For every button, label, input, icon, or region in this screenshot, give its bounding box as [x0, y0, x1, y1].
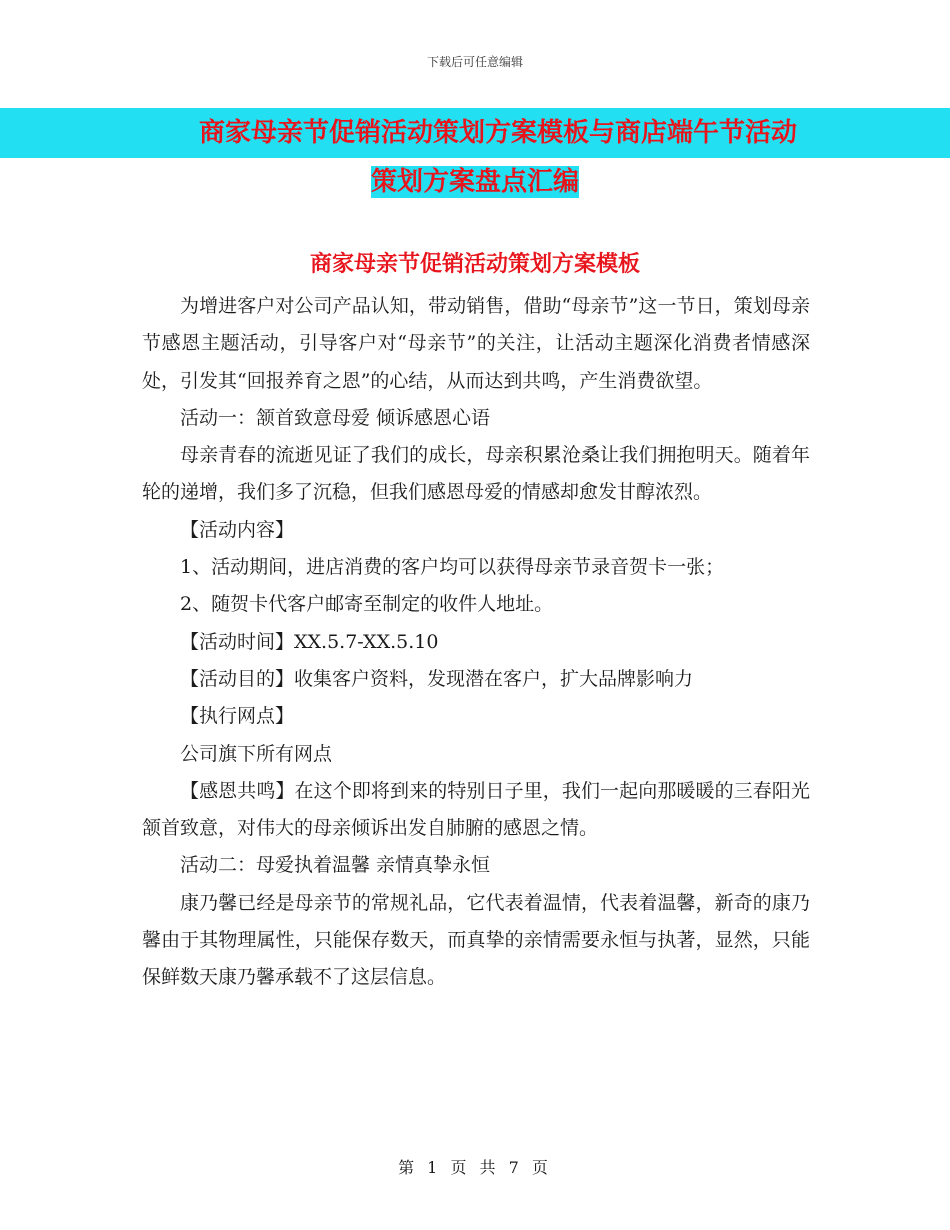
paragraph: 1、活动期间，进店消费的客户均可以获得母亲节录音贺卡一张；	[180, 556, 725, 579]
paragraph: 2、随贺卡代客户邮寄至制定的收件人地址。	[180, 593, 554, 616]
paragraph: 公司旗下所有网点	[180, 742, 333, 765]
paragraph: 【活动目的】收集客户资料，发现潜在客户，扩大品牌影响力	[180, 667, 694, 690]
paragraph: 为增进客户对公司产品认知，带动销售，借助“母亲节”这一节日，策划母亲节感恩主题活动，引导客户对“母亲节”的关注，让活动主题深化消费者情感深处，引发其“回报养育之恩”的心结，从而达到共鸣，产生消费欲望。	[142, 295, 810, 392]
paragraph: 康乃馨已经是母亲节的常规礼品，它代表着温情，代表着温馨，新奇的康乃馨由于其物理属性，只能保存数天，而真挚的亲情需要永恒与执著，显然，只能保鲜数天康乃馨承载不了这层信息。	[142, 891, 810, 989]
document-title	[0, 108, 950, 206]
paragraph: 【活动内容】	[180, 518, 295, 541]
paragraph: 【活动时间】XX.5.7-XX.5.10	[180, 630, 439, 653]
paragraph: 活动一：颔首致意母爱 倾诉感恩心语	[180, 406, 491, 429]
header-note: 下载后可任意编辑	[426, 55, 523, 69]
document-title-line1: 商家母亲节促销活动策划方案模板与商店端午节活动	[198, 118, 797, 148]
paragraph: 【感恩共鸣】在这个即将到来的特别日子里，我们一起向那暖暖的三春阳光颔首致意，对伟大的母亲倾诉出发自肺腑的感恩之情。	[142, 779, 810, 840]
section-title: 商家母亲节促销活动策划方案模板	[309, 252, 640, 277]
document-body	[142, 288, 810, 997]
paragraph: 母亲青春的流逝见证了我们的成长，母亲积累沧桑让我们拥抱明天。随着年轮的递增，我们多了沉稳，但我们感恩母爱的情感却愈发甘醇浓烈。	[142, 444, 810, 504]
paragraph: 活动二：母爱执着温馨 亲情真挚永恒	[180, 854, 491, 877]
page-number: 第 1 页 共 7 页	[398, 1158, 552, 1177]
paragraph: 【执行网点】	[180, 705, 295, 728]
document-title-line2: 策划方案盘点汇编	[370, 167, 579, 197]
